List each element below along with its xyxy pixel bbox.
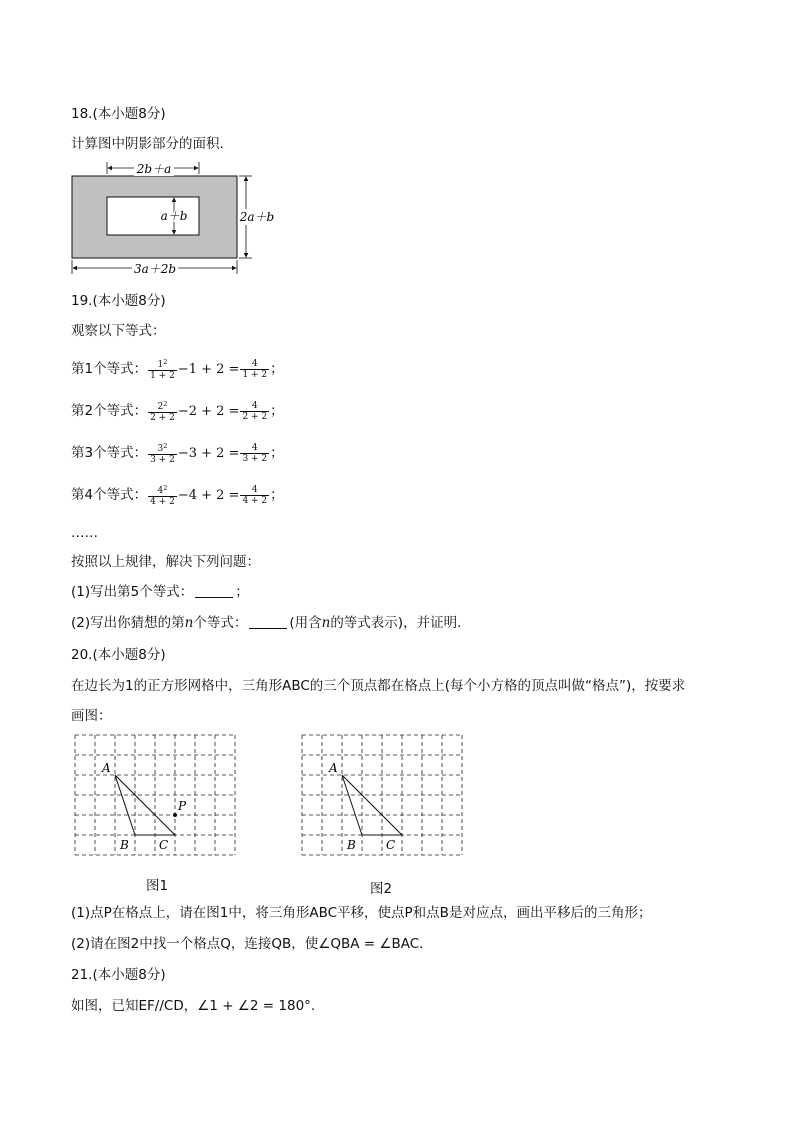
- label-inner: a＋b: [160, 209, 188, 223]
- label-bottom: 3a＋2b: [133, 262, 177, 276]
- q20-header: 20.(本小题8分): [71, 647, 166, 663]
- q20-figure-2: [297, 730, 469, 860]
- label-a: A: [329, 761, 338, 775]
- answer-blank: [249, 614, 287, 629]
- q21-header: 21.(本小题8分): [71, 967, 166, 983]
- q18-header: 18.(本小题8分): [71, 106, 166, 122]
- frac-right: $\frac{4}{1 + 2}$: [242, 358, 268, 380]
- triangle-abc: [115, 775, 175, 835]
- label-b: B: [120, 838, 129, 852]
- q18-figure: [60, 158, 290, 278]
- eq-label: 第4个等式：: [71, 487, 148, 503]
- eq-label: 第2个等式：: [71, 403, 148, 419]
- frac-left: $\frac{1^2}{1 + 2}$: [150, 358, 175, 381]
- frac-left: $\frac{2^2}{2 + 2}$: [150, 400, 175, 423]
- label-c: C: [386, 838, 396, 852]
- q20-part2: (2)请在图2中找一个格点Q，连接QB，使∠QBA = ∠BAC．: [71, 936, 433, 952]
- q19-eq-4: 第4个等式： $\frac{4^2}{4 + 2}$ −4 + 2 = $\frac{4}{4 + 2}$ ；: [71, 484, 284, 507]
- q19-eq-3: 第3个等式： $\frac{3^2}{3 + 2}$ −3 + 2 = $\frac{4}{3 + 2}$ ；: [71, 442, 284, 465]
- fig1-caption: 图1: [146, 878, 169, 894]
- q20-line2: 画图：: [71, 708, 112, 724]
- q20-figure-1: [70, 730, 242, 860]
- label-top: 2b＋a: [136, 162, 172, 176]
- frac-right: $\frac{4}{4 + 2}$: [242, 484, 268, 506]
- point-p: [173, 813, 177, 817]
- answer-blank: [195, 583, 233, 598]
- q20-part1: (1)点P在格点上，请在图1中，将三角形ABC平移，使点P和点B是对应点，画出平移后的三角形；: [71, 905, 652, 921]
- frac-right: $\frac{4}{3 + 2}$: [242, 442, 268, 464]
- q18-prompt: 计算图中阴影部分的面积．: [71, 136, 233, 152]
- triangle-abc: [342, 775, 402, 835]
- frac-right: $\frac{4}{2 + 2}$: [242, 400, 268, 422]
- label-c: C: [159, 838, 169, 852]
- q19-rule: 按照以上规律，解决下列问题：: [71, 554, 260, 570]
- frac-left: $\frac{3^2}{3 + 2}$: [150, 442, 175, 465]
- eq-label: 第3个等式：: [71, 445, 148, 461]
- eq-label: 第1个等式：: [71, 361, 148, 377]
- q19-part2: (2)写出你猜想的第n个等式： (用含n的等式表示)，并证明．: [71, 615, 471, 631]
- q19-eq-1: 第1个等式： $\frac{1^2}{1 + 2}$ −1 + 2 = $\frac{4}{1 + 2}$ ；: [71, 358, 284, 381]
- q19-header: 19.(本小题8分): [71, 293, 166, 309]
- q19-eq-2: 第2个等式： $\frac{2^2}{2 + 2}$ −2 + 2 = $\frac{4}{2 + 2}$ ；: [71, 400, 284, 423]
- q19-ellipsis: ……: [71, 525, 98, 541]
- label-p: P: [178, 799, 187, 813]
- fig2-caption: 图2: [370, 881, 393, 897]
- q20-line1: 在边长为1的正方形网格中，三角形ABC的三个顶点都在格点上(每个小方格的顶点叫做“格点”)，按要求: [71, 678, 686, 694]
- frac-left: $\frac{4^2}{4 + 2}$: [150, 484, 175, 507]
- q19-part1: (1)写出第5个等式： ；: [71, 584, 249, 600]
- label-a: A: [102, 761, 111, 775]
- label-right: 2a＋b: [239, 210, 275, 224]
- q21-line1: 如图，已知EF//CD，∠1 + ∠2 = 180°.: [71, 998, 316, 1014]
- label-b: B: [347, 838, 356, 852]
- q19-intro: 观察以下等式：: [71, 323, 166, 339]
